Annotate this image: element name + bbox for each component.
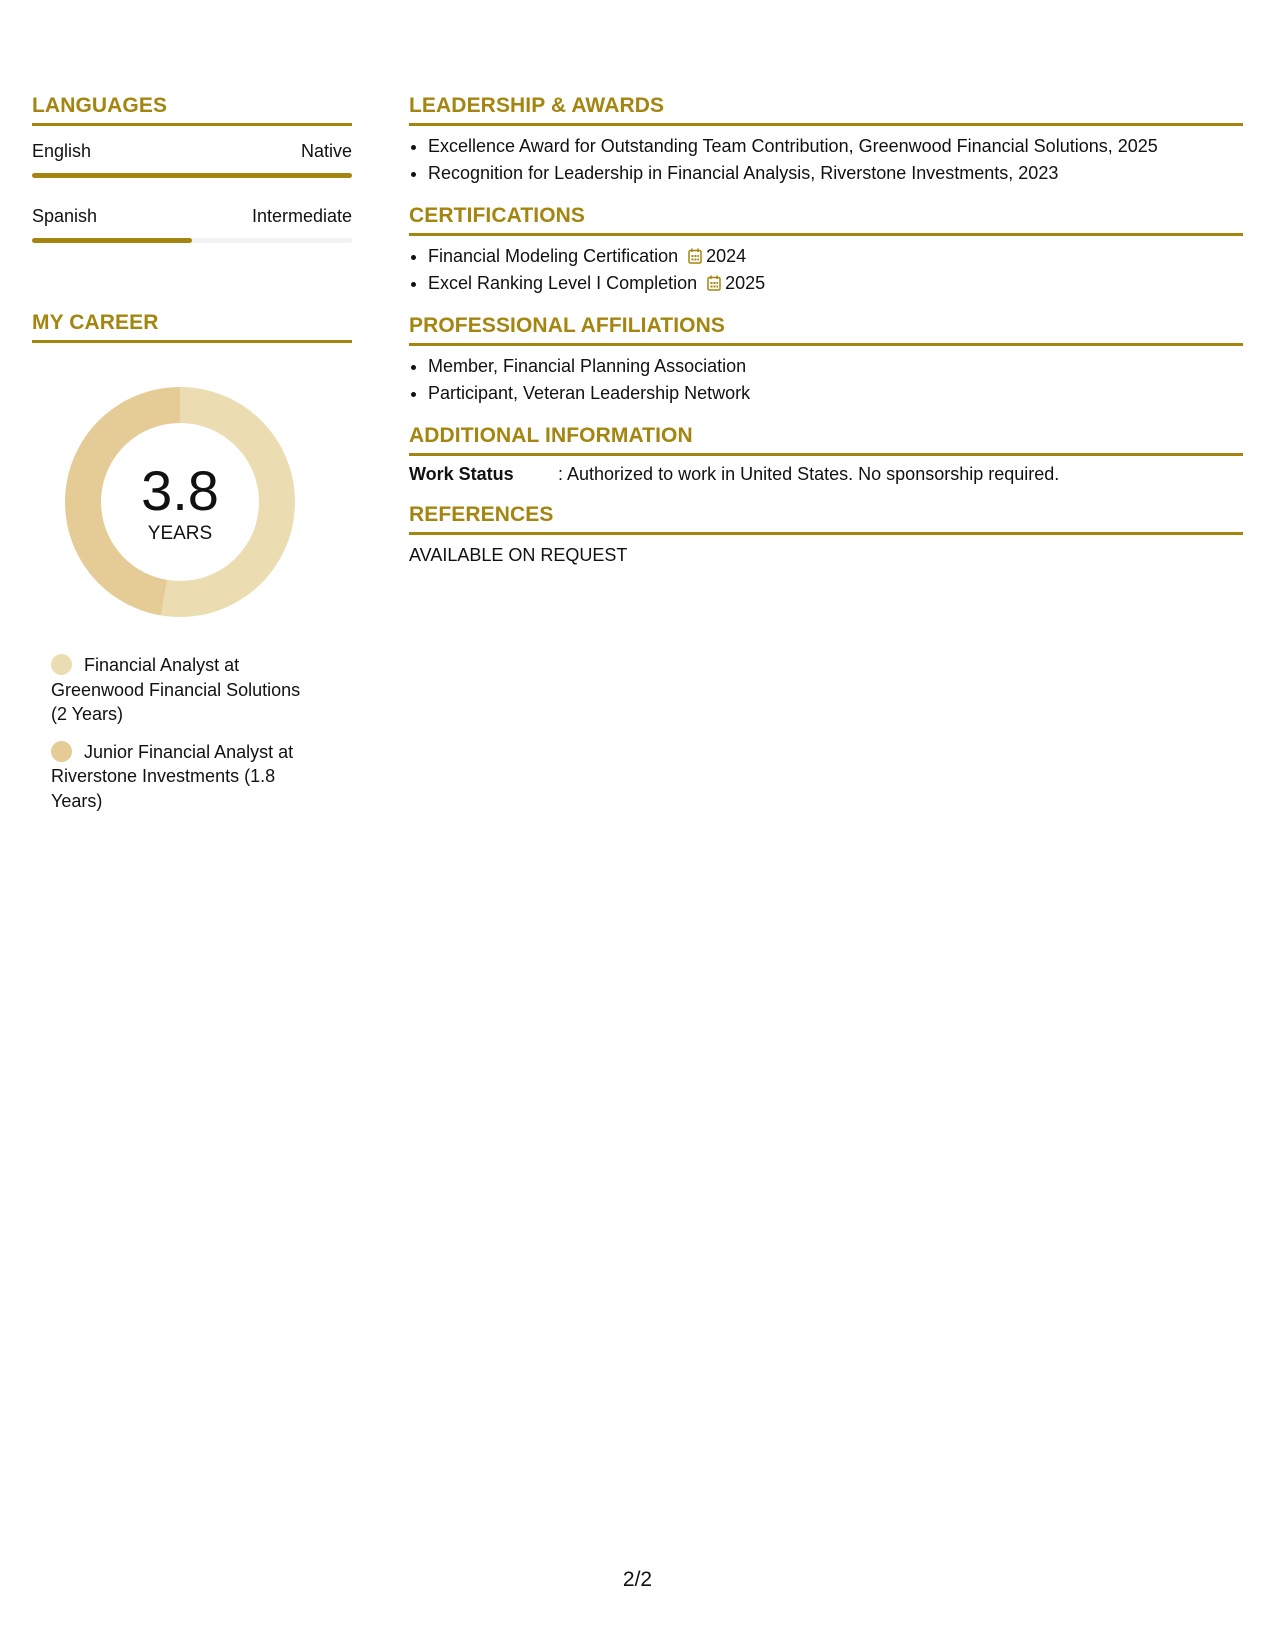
certifications-title: CERTIFICATIONS — [409, 204, 1243, 236]
language-english — [32, 141, 352, 178]
list-item: • Participant, Veteran Leadership Network — [428, 380, 1243, 407]
certification-year: 2025 — [725, 273, 766, 293]
legend-item — [51, 653, 321, 727]
certifications-list — [409, 243, 1243, 297]
language-name: English — [32, 141, 92, 161]
language-spanish — [32, 206, 352, 243]
page-number: 2/2 — [622, 1568, 653, 1591]
career-title: MY CAREER — [32, 311, 352, 343]
certification-name: Financial Modeling Certification — [428, 246, 679, 266]
language-level: Intermediate — [251, 206, 352, 226]
leadership-list — [409, 133, 1243, 187]
references-text: AVAILABLE ON REQUEST — [409, 545, 628, 565]
work-status-value: : Authorized to work in United States. No sponsorship required. — [558, 464, 1060, 484]
language-proficiency-fill — [32, 173, 352, 178]
legend-label: Junior Financial Analyst at Riverstone Investments (1.8 Years) — [51, 741, 294, 811]
language-proficiency-fill — [32, 238, 192, 243]
language-proficiency-bar — [32, 173, 352, 178]
career-legend — [51, 653, 321, 813]
list-item: • Recognition for Leadership in Financial Analysis, Riverstone Investments, 2023 — [428, 160, 1243, 187]
leadership-title: LEADERSHIP & AWARDS — [409, 94, 1243, 126]
language-name: Spanish — [32, 206, 98, 226]
work-status-row — [409, 464, 1243, 485]
legend-dot — [51, 654, 72, 675]
career-total-years: 3.8 — [141, 459, 219, 522]
languages-title: LANGUAGES — [32, 94, 352, 126]
list-item: • Excellence Award for Outstanding Team Contribution, Greenwood Financial Solutions, 2025 — [428, 133, 1243, 160]
language-proficiency-bar — [32, 238, 352, 243]
calendar-icon — [707, 272, 721, 288]
career-donut-chart — [65, 387, 295, 617]
legend-dot — [51, 741, 72, 762]
list-item: • Member, Financial Planning Association — [428, 353, 1243, 380]
legend-label: Financial Analyst at Greenwood Financial Solutions (2 Years) — [51, 655, 301, 724]
affiliations-list — [409, 353, 1243, 407]
list-item — [428, 243, 1243, 270]
affiliations-title: PROFESSIONAL AFFILIATIONS — [409, 314, 1243, 346]
right-column — [409, 94, 1243, 566]
work-status-label: Work Status — [409, 464, 514, 484]
list-item — [428, 270, 1243, 297]
language-level: Native — [300, 141, 352, 161]
career-total-unit: YEARS — [147, 523, 213, 544]
legend-item — [51, 740, 321, 814]
certification-name: Excel Ranking Level I Completion — [428, 273, 698, 293]
additional-info-title: ADDITIONAL INFORMATION — [409, 424, 1243, 456]
career-section — [32, 311, 352, 813]
calendar-icon — [688, 245, 702, 261]
left-column — [32, 94, 352, 826]
references-title: REFERENCES — [409, 503, 1243, 535]
certification-year: 2024 — [706, 246, 747, 266]
